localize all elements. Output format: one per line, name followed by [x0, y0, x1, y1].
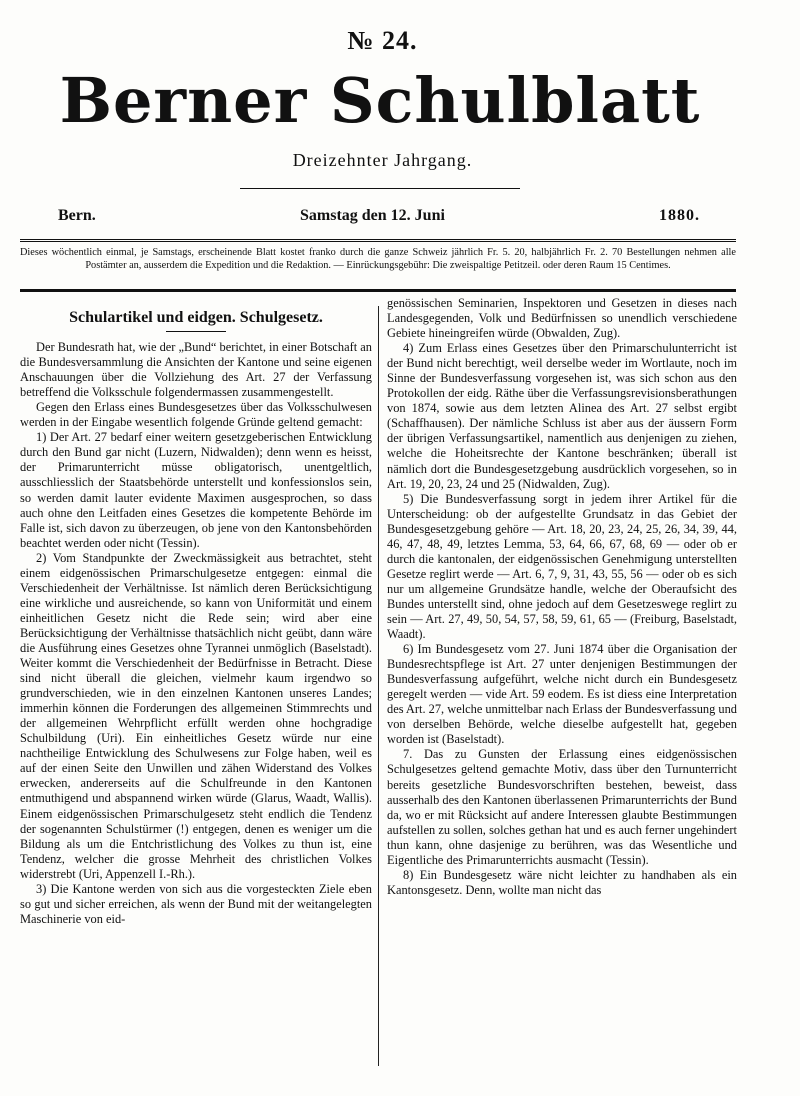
title-rule [166, 331, 226, 332]
masthead-title: Berner Schulblatt [59, 64, 701, 137]
issue-number: № 24. [347, 26, 418, 55]
right-column [387, 296, 737, 898]
article-title: Schulartikel und eidgen. Schulgesetz. [69, 309, 323, 326]
paragraph: 7. Das zu Gunsten der Erlassung eines eidgenössischen Schulgesetzes geltend gemachte Motiv, dass über den Turnunterricht bereits gesetzliche Bundesvorschriften bestehen, beweist, dass ausserhalb des den Kantonen überlassenen Primarunterrichts der Bund da, wo er mit Rücksicht auf andere Interessen glaubte Bestimmungen aufstellen zu sollen, solches gethan hat und es auch ferner ungehindert thun kann, ohne dasjenige zu berühren, was das Wesentliche und Eigentliche des Primarunterrichts ausmacht (Tessin). [387, 747, 737, 867]
header-divider [240, 188, 520, 189]
dateline-year: 1880. [659, 207, 700, 224]
notice-bottom-rule [20, 289, 736, 292]
column-divider [378, 306, 379, 1066]
paragraph: 3) Die Kantone werden von sich aus die vorgesteckten Ziele eben so gut und sicher erreichen, als wenn der Bund mit der weitangelegten Maschinerie von eid- [20, 881, 372, 926]
paragraph: 2) Vom Standpunkte der Zweckmässigkeit aus betrachtet, steht einem eidgenössischen Primarschulgesetze entgegen: einmal die Verschiedenheit der Verhältnisse. Ist nämlich deren Berücksichtigung eine wirkliche und ausreichende, so kann von Uniformität und einem einheitlichen Gesetz nicht die Rede sein; wird aber eine Berücksichtigung der Verhältnisse thatsächlich nicht geübt, dann wäre die Ausführung eines Gesetzes ohne Tyrannei unmöglich (Baselstadt). Weiter kommt die Verschiedenheit der Bedürfnisse in Betracht. Diese sind nicht überall die gleichen, vielmehr kaum irgendwo so grundverschieden, wie in den einzelnen Kantonen unseres Landes; immerhin können die Forderungen des allgemeinen Stimmrechts und der allgemeinen Wehrpflicht erfüllt werden ohne hochgradige Schulbildung (Uri). Ein einheitliches Gesetz würde nur eine nachtheilige Entwicklung des Schulwesens zur Folge haben, weil es auf der einen Seite den Unwillen und zähen Widerstand des Volkes erwecken, andererseits auf die Schulfreunde in den Kantonen entmuthigend und abspannend wirken würde (Glarus, Waadt, Wallis). Einem eidgenössischen Primarschulgesetz steht endlich die Tendenz der sogenannten Schulstürmer (!) entgegen, denen es weniger um die Bildung als um die Entchristlichung des Volkes zu thun ist, eine Tendenz, welcher die grosse Mehrheit des christlichen Volkes widerstrebt (Uri, Appenzell I.-Rh.). [20, 550, 372, 881]
paragraph: 8) Ein Bundesgesetz wäre nicht leichter zu handhaben als ein Kantonsgesetz. Denn, wollte man nicht das [387, 867, 737, 897]
paragraph: 5) Die Bundesverfassung sorgt in jedem ihrer Artikel für die Unterscheidung: ob der aufgestellte Grundsatz in das Gebiet der Bundesgesetzgebung gehöre — Art. 18, 20, 23, 24, 25, 26, 34, 39, 44, 46, 47, 48, 49, letztes Lemma, 53, 64, 66, 67, 68, 69 — oder ob er durch die kantonalen, der eidgenössischen Genehmigung unterstellten Gesetze reglirt werde — Art. 6, 7, 9, 31, 43, 55, 56 — oder ob es sich nur um allgemeine Grundsätze handle, welche der Oberaufsicht des Bundes unterstellt sind, ohne jedoch auf dem Gesetzeswege reglirt zu sein — Art. 27, 49, 50, 54, 57, 58, 59, 61, 65 — (Freiburg, Baselstadt, Waadt). [387, 491, 737, 642]
paragraph: Gegen den Erlass eines Bundesgesetzes über das Volksschulwesen werden in der Eingabe wesentlich folgende Gründe geltend gemacht: [20, 400, 372, 430]
dateline [58, 207, 700, 231]
subscription-notice: Dieses wöchentlich einmal, je Samstags, erscheinende Blatt kostet franko durch die ganze Schweiz jährlich Fr. 5. 20, halbjährlich Fr. 2. 70 Bestellungen nehmen alle Postämter an, ausserdem die Expedition und die Redaktion. — Einrückungsgebühr: Die zweispaltige Petitzeil. oder deren Raum 15 Centimes. [20, 247, 736, 271]
notice-top-rule [20, 239, 736, 242]
paragraph: 6) Im Bundesgesetz vom 27. Juni 1874 über die Organisation der Bundesrechtspflege ist Art. 27 unter denjenigen Bestimmungen der Bundesverfassung aufgeführt, welche nicht durch ein Bundesgesetz geregelt werden — vide Art. 59 eodem. Es ist diess eine Interpretation des Art. 27, welche unmittelbar nach Erlass der Bundesverfassung und von derselben Behörde, welche dieselbe aufgestellt hat, gegeben worden ist (Baselstadt). [387, 642, 737, 747]
volume-subtitle: Dreizehnter Jahrgang. [292, 150, 473, 170]
paragraph: 4) Zum Erlass eines Gesetzes über den Primarschulunterricht ist der Bund nicht berechtigt, weil derselbe weder im Wortlaute, noch im Sinne der Bundesverfassung vorgesehen ist, was sich schon aus den Protokollen der eidg. Räthe über die Verfassungsrevisionsberathungen von 1874, sowie aus dem letzten Alinea des Art. 27 selbst ergibt (Schaffhausen). Der nämliche Schluss ist aber aus der äussern Form der übrigen Verfassungsartikel, namentlich aus denjenigen zu ziehen, welche die Hoheitsrechte der Kantone beschränken; überall ist nämlich dort die Bundesgesetzgebung ausdrücklich vorgesehen, so in Art. 19, 20, 23, 24 und 25 (Nidwalden, Zug). [387, 341, 737, 491]
paragraph: Der Bundesrath hat, wie der „Bund“ berichtet, in einer Botschaft an die Bundesversammlung die Ansichten der Kantone und seine eigenen Anschauungen über die Vollziehung des Art. 27 der Verfassung betreffend die Volksschule folgendermassen zusammengestellt. [20, 340, 372, 400]
paragraph: 1) Der Art. 27 bedarf einer weitern gesetzgeberischen Entwicklung durch den Bund gar nicht (Luzern, Nidwalden); denn wenn es heisst, der Primarunterricht müsse obligatorisch, unentgeltlich, ausschliesslich der Staatsbehörde unterstellt und konfessionslos sein, so werden damit lauter evidente Maximen ausgesprochen, so dass auch ohne den Leitfaden eines Gesetzes die kompetente Behörde im Falle ist, sich davon zu überzeugen, ob jene von den Kantonsbehörden beachtet werden oder nicht (Tessin). [20, 430, 372, 550]
dateline-date: Samstag den 12. Juni [300, 207, 445, 224]
dateline-place: Bern. [58, 207, 96, 224]
left-column [20, 296, 372, 927]
paragraph-continuation: genössischen Seminarien, Inspektoren und Gesetzen in dieses nach Landesgegenden, Volk und Bedürfnissen so unendlich verschiedene Gebiete hineingreifen würde (Obwalden, Zug). [387, 296, 737, 341]
